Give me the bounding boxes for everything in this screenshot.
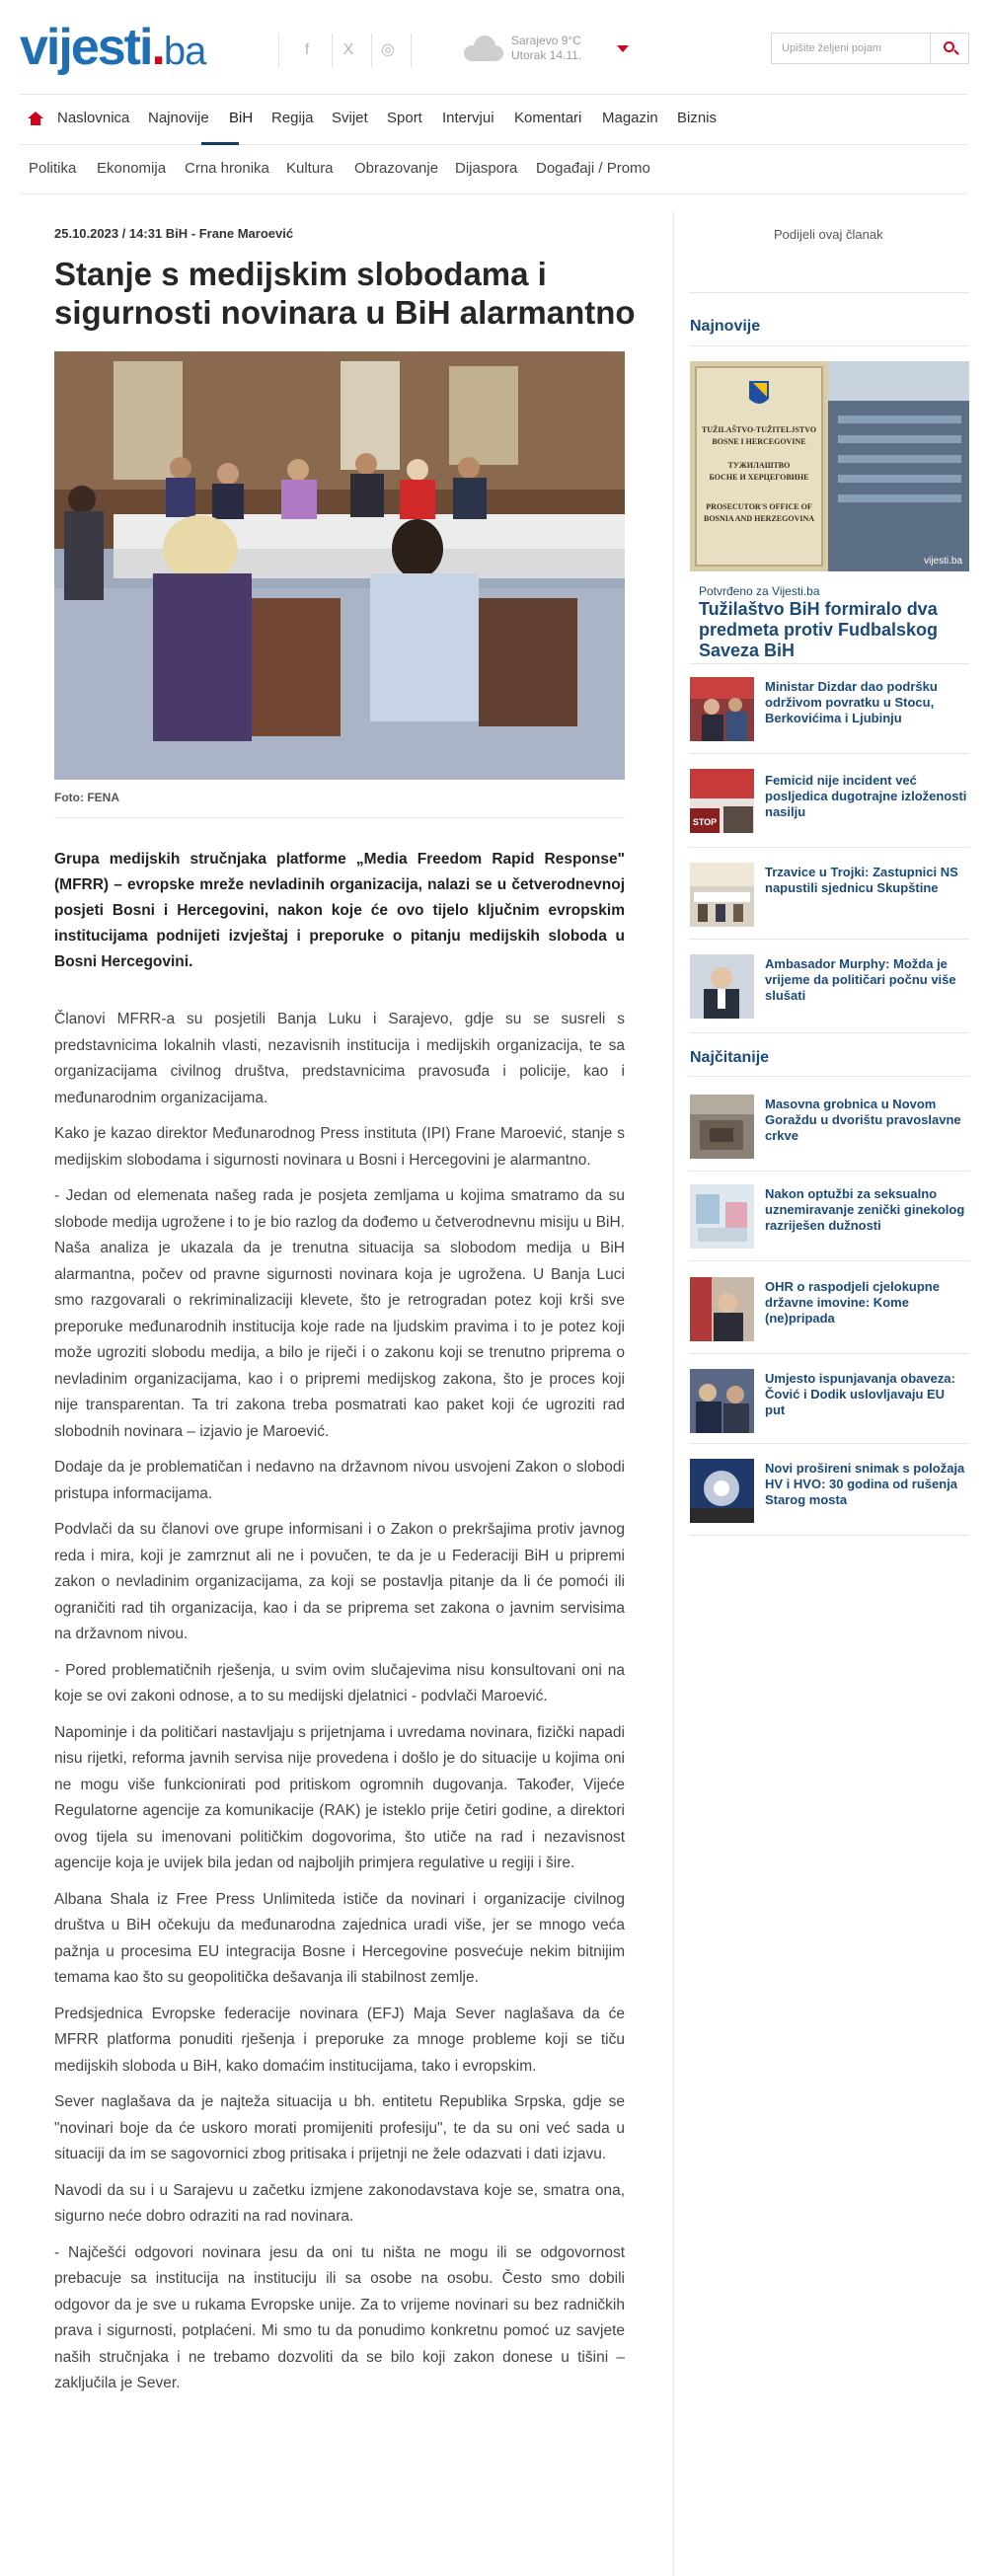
nav-item-intervjui[interactable]: Intervjui xyxy=(442,110,494,126)
divider xyxy=(689,345,969,346)
divider xyxy=(689,1032,969,1033)
article-paragraph: - Najčešći odgovori novinara jesu da oni tu ništa ne mogu ili se odgovornost prebacuje sa institucija na instituciju ili sa osobe na osobu. Često smo dobili odgovor da je sve u rukama Evropske unije. Za to vrijeme novinari su bez radničkih prava i sigurnosti, potplaćeni. Mi smo tu da ponudimo konkretnu pomoć uz savjete naših stručnjaka i ne trebamo dozvoliti da se bilo koji zakon donese u tišini – zaključila je Sever. xyxy=(54,2243,625,2391)
article-paragraph: Podvlači da su članovi ove grupe informisani i o Zakon o prekršajima protiv javnog reda i mira, koji je zamrznut ali ne i povučen, te da je u Federaciji BiH u pripremi zakon o nevladinim organizacijama, za koji se postavlja pitanje da li će pomoći ili ograničiti rad tih organizacija, kao i da se priprema set zakona o javnim servisima na državnom nivou. xyxy=(54,1521,625,1642)
divider xyxy=(332,34,333,67)
featured-title[interactable]: Tužilaštvo BiH formiralo dva predmeta protiv Fudbalskog Saveza BiH xyxy=(699,599,939,660)
weather-city-temp: Sarajevo 9°C xyxy=(511,34,581,47)
article-paragraph: Predsjednica Evropske federacije novinara (EFJ) Maja Sever naglašava da će MFRR platforma ponuditi rješenja i preporuke za mnoge probleme koji se tiču medijskih sloboda u BiH, kako domaćim institucijama, tako i evropskim. xyxy=(54,2005,625,2075)
news-thumbnail[interactable] xyxy=(690,1277,754,1341)
prosecutor-office-image xyxy=(690,361,969,571)
weather-date: Utorak 14.11. xyxy=(511,48,582,62)
news-item-title[interactable]: Trzavice u Trojki: Zastupnici NS napustili sjednicu Skupštine xyxy=(765,865,958,895)
active-tab-indicator xyxy=(201,142,239,145)
site-header xyxy=(0,0,987,94)
sign-line: TUŽILAŠTVO-TUŽITELJSTVO xyxy=(701,425,817,434)
najnovije-heading: Najnovije xyxy=(690,318,761,335)
weather-widget xyxy=(511,34,581,63)
site-logo[interactable]: vijesti.ba xyxy=(20,19,206,76)
sub-nav xyxy=(20,146,967,193)
main-nav xyxy=(20,95,967,144)
news-thumbnail[interactable] xyxy=(690,1459,754,1523)
news-item-title[interactable]: Ministar Dizdar dao podršku održivom povratku u Stocu, Berkovićima i Ljubinju xyxy=(765,679,938,725)
news-item-title[interactable]: Ambasador Murphy: Možda je vrijeme da političari počnu više slušati xyxy=(765,956,956,1003)
article-body xyxy=(54,1007,625,2407)
nav-item-najnovije[interactable]: Najnovije xyxy=(148,110,209,126)
divider xyxy=(689,292,969,293)
divider xyxy=(689,1260,969,1261)
sign-line: ТУЖИЛАШТВО xyxy=(727,461,791,470)
news-thumbnail[interactable] xyxy=(690,1095,754,1159)
news-thumbnail[interactable] xyxy=(690,1184,754,1249)
nav-item-bih[interactable]: BiH xyxy=(229,110,254,126)
column-divider xyxy=(673,211,674,2576)
instagram-icon[interactable]: ◎ xyxy=(381,41,395,58)
subnav-item-kultura[interactable]: Kultura xyxy=(286,160,334,177)
chevron-down-icon[interactable] xyxy=(617,45,629,52)
featured-kicker: Potvrđeno za Vijesti.ba xyxy=(699,584,820,598)
article-photo[interactable] xyxy=(54,351,625,780)
subnav-item-dogadjaji-promo[interactable]: Događaji / Promo xyxy=(536,160,650,177)
divider xyxy=(20,144,967,145)
nav-item-magazin[interactable]: Magazin xyxy=(602,110,658,126)
nav-item-komentari[interactable]: Komentari xyxy=(514,110,582,126)
divider xyxy=(689,663,969,664)
divider xyxy=(689,1171,969,1172)
news-item-title[interactable]: Umjesto ispunjavanja obaveza: Čović i Dodik uslovljavaju EU put xyxy=(765,1371,955,1417)
divider xyxy=(689,1353,969,1354)
news-thumbnail[interactable] xyxy=(690,954,754,1019)
home-icon[interactable] xyxy=(28,112,43,125)
article-title: Stanje s medijskim slobodama i sigurnosti novinara u BiH alarmantno xyxy=(54,256,636,331)
image-watermark: vijesti.ba xyxy=(924,556,962,567)
cloud-icon xyxy=(460,34,505,63)
sign-line: PROSECUTOR'S OFFICE OF xyxy=(706,502,812,511)
divider xyxy=(689,753,969,754)
search-button[interactable] xyxy=(930,33,969,64)
news-item-title[interactable]: Masovna grobnica u Novom Goraždu u dvorištu pravoslavne crkve xyxy=(765,1097,961,1143)
news-item-title[interactable]: Nakon optužbi za seksualno uznemiravanje zenički ginekolog razriješen dužnosti xyxy=(765,1186,965,1233)
divider xyxy=(20,193,967,194)
article-paragraph: Članovi MFRR-a su posjetili Banja Luku i Sarajevo, gdje su se susreli s predstavnicima lokalnih vlasti, nezavisnih institucija i medijskih organizacija, te sa organizacijama civilnog društva, predstavnicima pravosuđa i policije, kao i međunarodnim organizacijama. xyxy=(54,1011,625,1106)
photo-caption: Foto: FENA xyxy=(54,791,119,804)
facebook-icon[interactable]: f xyxy=(304,41,310,58)
news-thumbnail[interactable] xyxy=(690,863,754,927)
najcitanije-heading: Najčitanije xyxy=(690,1049,770,1066)
subnav-item-crna-hronika[interactable]: Crna hronika xyxy=(185,160,269,177)
news-thumbnail[interactable] xyxy=(690,677,754,741)
subnav-item-dijaspora[interactable]: Dijaspora xyxy=(455,160,518,177)
news-thumbnail[interactable] xyxy=(690,1369,754,1433)
divider xyxy=(689,939,969,940)
article-paragraph: Albana Shala iz Free Press Unlimiteda ističe da novinari i organizacije civilnog društva u BiH očekuju da međunarodna zajednica uradi više, jer se mnogo veća pažnja u procesima EU integracija Bosne i Hercegovine posvećuje nekim bitnijim temama kao što su geopolitička dešavanja ili stabilnost zemlje. xyxy=(54,1890,625,1986)
sign-line: BOSNIA AND HERZEGOVINA xyxy=(703,514,815,523)
press-conference-image xyxy=(54,351,625,780)
nav-item-sport[interactable]: Sport xyxy=(387,110,422,126)
nav-item-svijet[interactable]: Svijet xyxy=(332,110,368,126)
news-item-title[interactable]: Novi prošireni snimak s položaja HV i HVO: 30 godina od rušenja Starog mosta xyxy=(765,1461,965,1507)
featured-image[interactable] xyxy=(690,361,969,571)
article-paragraph: Kako je kazao direktor Međunarodnog Press instituta (IPI) Frane Maroević, stanje s medijskim slobodama i sigurnosti novinara u Bosni i Hercegovini je alarmantno. xyxy=(54,1125,625,1169)
subnav-item-obrazovanje[interactable]: Obrazovanje xyxy=(354,160,439,177)
divider xyxy=(689,1076,969,1077)
article-meta: 25.10.2023 / 14:31 BiH - Frane Maroević xyxy=(54,226,294,241)
news-item-title[interactable]: OHR o raspodjeli cjelokupne državne imovine: Kome (ne)pripada xyxy=(765,1279,940,1326)
article-paragraph: Napominje i da političari nastavljaju s prijetnjama i uvredama novinara, fizički napadi nisu rijetki, reforma javnih servisa nije provedena i došlo je do situacije u kojima oni ne mogu više funkcionirati pod pritiskom ogromnih dugovanja. Također, Vijeće Regulatorne agencije za komunikacije (RAK) je isteklo prije četiri godine, a direktori ovog tijela su imenovani političkim dogovorima, što utiče na rad i nezavisnost agencije koja je uvijek bila jedan od najboljih primjera regulative u regiji i šire. xyxy=(54,1723,625,1871)
news-thumbnail[interactable] xyxy=(690,769,754,833)
divider xyxy=(371,34,372,67)
article-lead: Grupa medijskih stručnjaka platforme „Media Freedom Rapid Response" (MFRR) – evropske mreže nevladinih organizacija, nalazi se u četverodnevnoj posjeti Bosni i Hercegovini, nakon koje će ovo tijelo ključnim evropskim institucijama podnijeti izvještaj i preporuke o pitanju medijskih sloboda u Bosni Hercegovini. xyxy=(54,851,625,970)
article-paragraph: Sever naglašava da je najteža situacija u bh. entitetu Republika Srpska, gdje se "novinari boje da će uskoro morati promijeniti profesiju", te da su oni već sada u situaciji da im se sagovornici zbog pritisaka i prijetnji ne žele odazvati i dati izjavu. xyxy=(54,2093,625,2162)
subnav-item-ekonomija[interactable]: Ekonomija xyxy=(97,160,167,177)
divider xyxy=(411,34,412,67)
share-article-link[interactable]: Podijeli ovaj članak xyxy=(774,227,883,242)
divider xyxy=(689,847,969,848)
x-twitter-icon[interactable]: X xyxy=(342,41,354,58)
divider xyxy=(689,1443,969,1444)
news-item-title[interactable]: Femicid nije incident već posljedica dugotrajne izloženosti nasilju xyxy=(765,773,967,819)
nav-item-regija[interactable]: Regija xyxy=(271,110,314,126)
article-paragraph: - Pored problematičnih rješenja, u svim ovim slučajevima nisu konsultovani oni na koje se ovi zakoni odnose, a to su medijski djelatnici - podvlači Maroević. xyxy=(54,1661,625,1705)
nav-item-naslovnica[interactable]: Naslovnica xyxy=(57,110,130,126)
article-paragraph: Navodi da su i u Sarajevu u začetku izmjene zakonodavstava koje se, smatra ona, sigurno neće dobro odraziti na rad novinara. xyxy=(54,2181,625,2225)
divider xyxy=(54,817,625,818)
nav-item-biznis[interactable]: Biznis xyxy=(677,110,718,126)
divider xyxy=(689,1535,969,1536)
subnav-item-politika[interactable]: Politika xyxy=(29,160,77,177)
stop-sign-text: STOP xyxy=(692,817,718,827)
sign-line: BOSNE I HERCEGOVINE xyxy=(712,437,806,446)
sign-line: БОСНЕ И ХЕРЦЕГОВИНЕ xyxy=(709,473,809,482)
search-input[interactable]: Upišite željeni pojam xyxy=(771,33,930,64)
divider xyxy=(278,34,279,67)
article-paragraph: - Jedan od elemenata našeg rada je posjeta zemljama u kojima smatramo da su slobode medija ugrožene i to je bio razlog da dođemo u četverodnevnu misiju u BiH. Naša analiza je ukazala da je trenutna situacija sa slobodom medija u BiH alarmantna, počev od pravne sigurnosti novinara koja je ugrožena. U Banja Luci smo razgovarali o rekriminalizaciji klevete, što je retrogradan potez koji krši sve preporuke međunarodnih institucija koje rade na ljudskim pravima i to je potez koji može ugroziti slobodu medija, a bilo je riječi i o zakonu koji se trenutno priprema o nevladinim organizacijama, kao i o pripremi medijskog zakona, što je proces koji nije transparentan. Ta tri zakona treba posmatrati kao paket koji će ugroziti rad slobodnih novinara – izjavio je Maroević. xyxy=(54,1187,625,1440)
article-paragraph: Dodaje da je problematičan i nedavno na državnom nivou usvojeni Zakon o slobodi pristupa informacijama. xyxy=(54,1459,625,1502)
